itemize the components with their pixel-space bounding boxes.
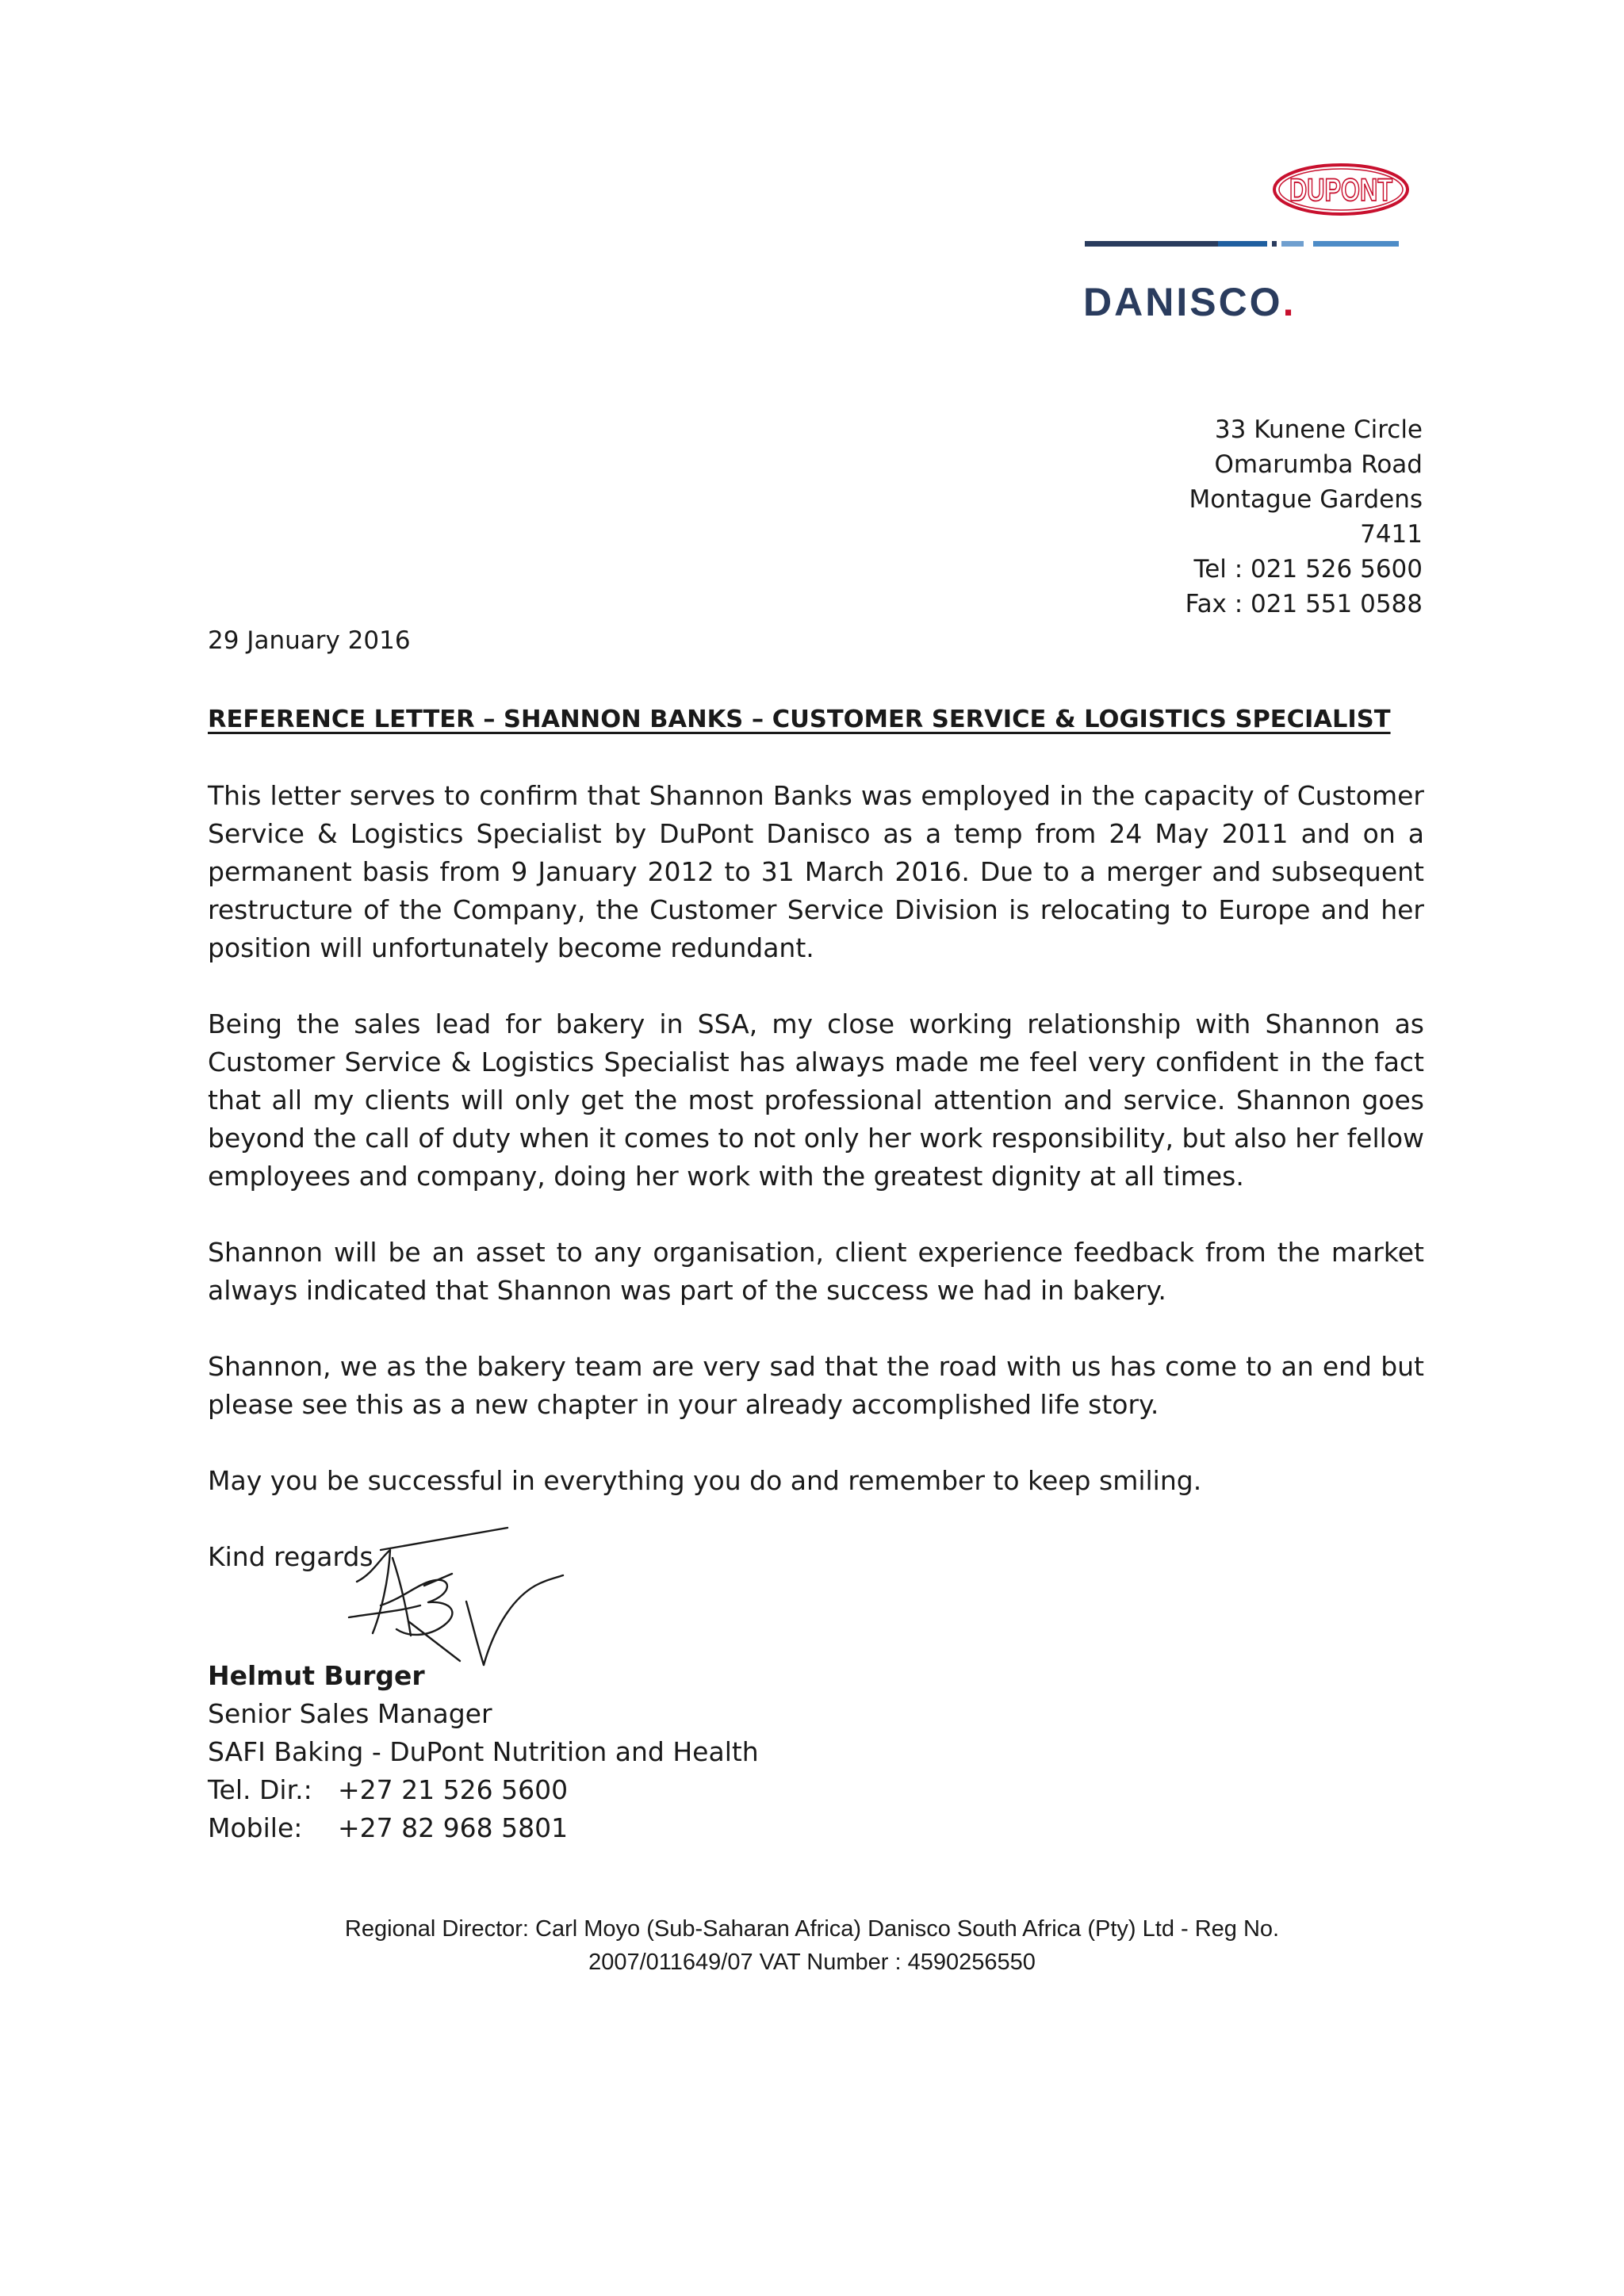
address-tel: Tel : 021 526 5600 [1193,555,1423,584]
dupont-logo [1272,162,1410,217]
danisco-wordmark: DANISCO [1083,280,1283,324]
danisco-dot: . [1282,280,1297,324]
tel-value: +27 21 526 5600 [338,1774,569,1805]
signer-title: Senior Sales Manager [208,1698,492,1729]
closing-salutation: Kind regards [208,1541,373,1572]
letter-footer [0,1912,1624,1979]
address-line: Montague Gardens [1189,485,1423,514]
address-postcode: 7411 [1360,520,1423,549]
address-line: Omarumba Road [1214,450,1423,479]
body-paragraph: May you be successful in everything you do and remember to keep smiling. [208,1465,1202,1496]
letter-body [208,777,1424,1538]
signer-tel [208,1771,759,1809]
signer-unit: SAFI Baking - DuPont Nutrition and Health [208,1736,759,1767]
mobile-value: +27 82 968 5801 [338,1812,569,1843]
tel-label: Tel. Dir.: [208,1774,312,1805]
letter-subject: REFERENCE LETTER – SHANNON BANKS – CUSTOMER SERVICE & LOGISTICS SPECIALIST [208,706,1391,733]
body-paragraph: Shannon, we as the bakery team are very sad that the road with us has come to an end but please see this as a new chapter in your already accomplished life story. [208,1351,1424,1420]
signer-mobile [208,1809,759,1847]
body-paragraph: Shannon will be an asset to any organisation, client experience feedback from the market always indicated that Shannon was part of the success we had in bakery. [208,1237,1424,1306]
letter-date: 29 January 2016 [208,626,411,655]
mobile-label: Mobile: [208,1812,303,1843]
svg-text:DUPONT: DUPONT [1289,173,1392,208]
body-paragraph: Being the sales lead for bakery in SSA, my close working relationship with Shannon as Customer Service & Logistics Specialist has always made me feel very confident in the fact that all my clients will only get the most professional attention and service. Shannon goes beyond the call of duty when it comes to not only her work responsibility, but also her fellow employees and company, doing her work with the greatest dignity at all times. [208,1008,1424,1192]
footer-line: Regional Director: Carl Moyo (Sub-Saharan Africa) Danisco South Africa (Pty) Ltd - Reg No. [344,1916,1280,1942]
signer-name: Helmut Burger [208,1660,425,1691]
company-address [1026,412,1423,622]
signer-block [208,1657,759,1847]
handwritten-signature [333,1526,619,1677]
logo-divider-rule [1085,241,1399,247]
address-fax: Fax : 021 551 0588 [1185,590,1423,618]
body-paragraph: This letter serves to confirm that Shannon Banks was employed in the capacity of Customer Service & Logistics Specialist by DuPont Danisco as a temp from 24 May 2011 and on a permanent basis from 9 January 2012 to 31 March 2016. Due to a merger and subsequent restructure of the Company, the Customer Service Division is relocating to Europe and her position will unfortunately become redundant. [208,780,1424,963]
footer-line: 2007/011649/07 VAT Number : 4590256550 [588,1950,1036,1975]
danisco-logo [1083,279,1296,325]
address-line: 33 Kunene Circle [1214,415,1423,444]
